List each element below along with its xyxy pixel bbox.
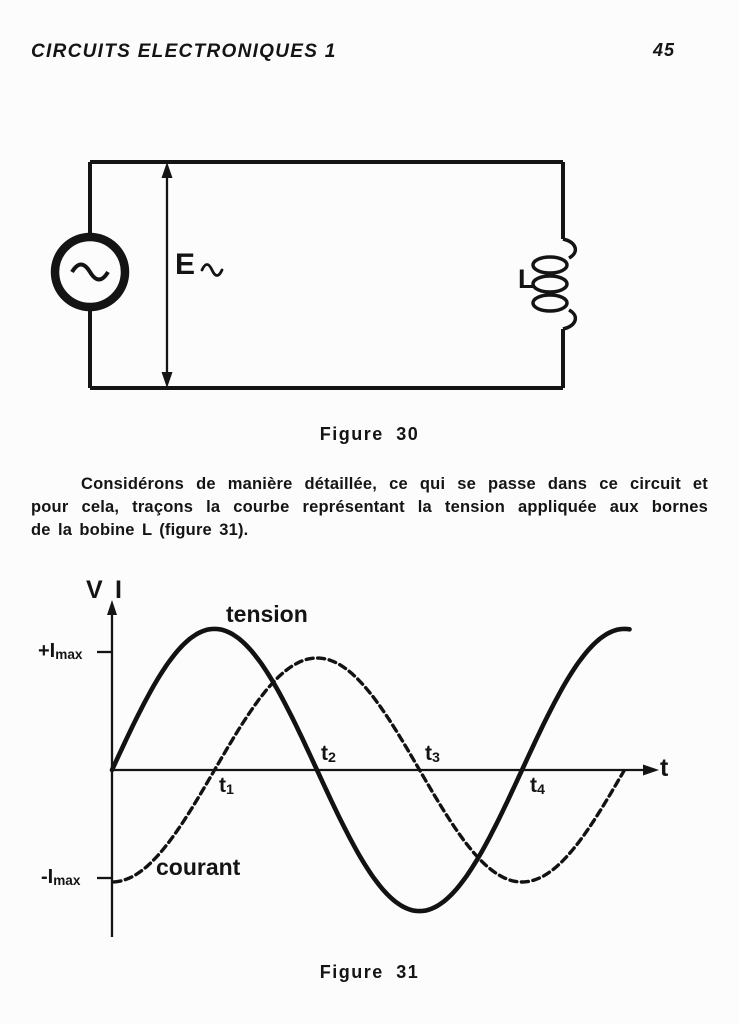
x-axis-label: t — [660, 754, 669, 782]
running-header-title: CIRCUITS ELECTRONIQUES 1 — [31, 41, 337, 62]
sine-wave-icon — [200, 262, 224, 277]
y-axis-label-i: I — [115, 576, 122, 604]
inductor-label: L — [518, 264, 535, 294]
voltage-arrow — [162, 162, 173, 388]
x-axis — [112, 765, 659, 776]
ac-source-sine-icon — [72, 265, 108, 280]
paragraph-line: de la bobine L (figure 31). — [31, 521, 249, 539]
paragraph-line: Considérons de manière détaillée, ce qui se passe dans ce circuit et — [81, 475, 708, 493]
source-voltage-letter: E — [175, 248, 196, 281]
courant-curve-label: courant — [156, 854, 241, 880]
paragraph-line: pour cela, traçons la courbe représentant la tension appliquée aux bornes — [31, 498, 708, 516]
inductor-coil-icon — [533, 239, 575, 329]
waveform-plot-figure31 — [0, 560, 739, 960]
figure30-caption: Figure 30 — [319, 424, 420, 444]
body-paragraph — [31, 473, 708, 542]
page-number: 45 — [653, 40, 676, 60]
source-voltage-label — [175, 248, 224, 282]
circuit-diagram-figure30 — [0, 130, 739, 430]
figure31-caption: Figure 31 — [319, 962, 420, 982]
tick-label-t4: t4 — [530, 774, 545, 798]
tick-label-t1: t1 — [219, 774, 234, 798]
y-axis-label-v: V — [86, 576, 103, 604]
tick-label-t2: t2 — [321, 742, 336, 766]
tick-label-t3: t3 — [425, 742, 440, 766]
tension-curve-label: tension — [226, 601, 308, 627]
pos-imax-label: +Imax — [38, 640, 83, 662]
neg-imax-label: -Imax — [41, 866, 81, 888]
